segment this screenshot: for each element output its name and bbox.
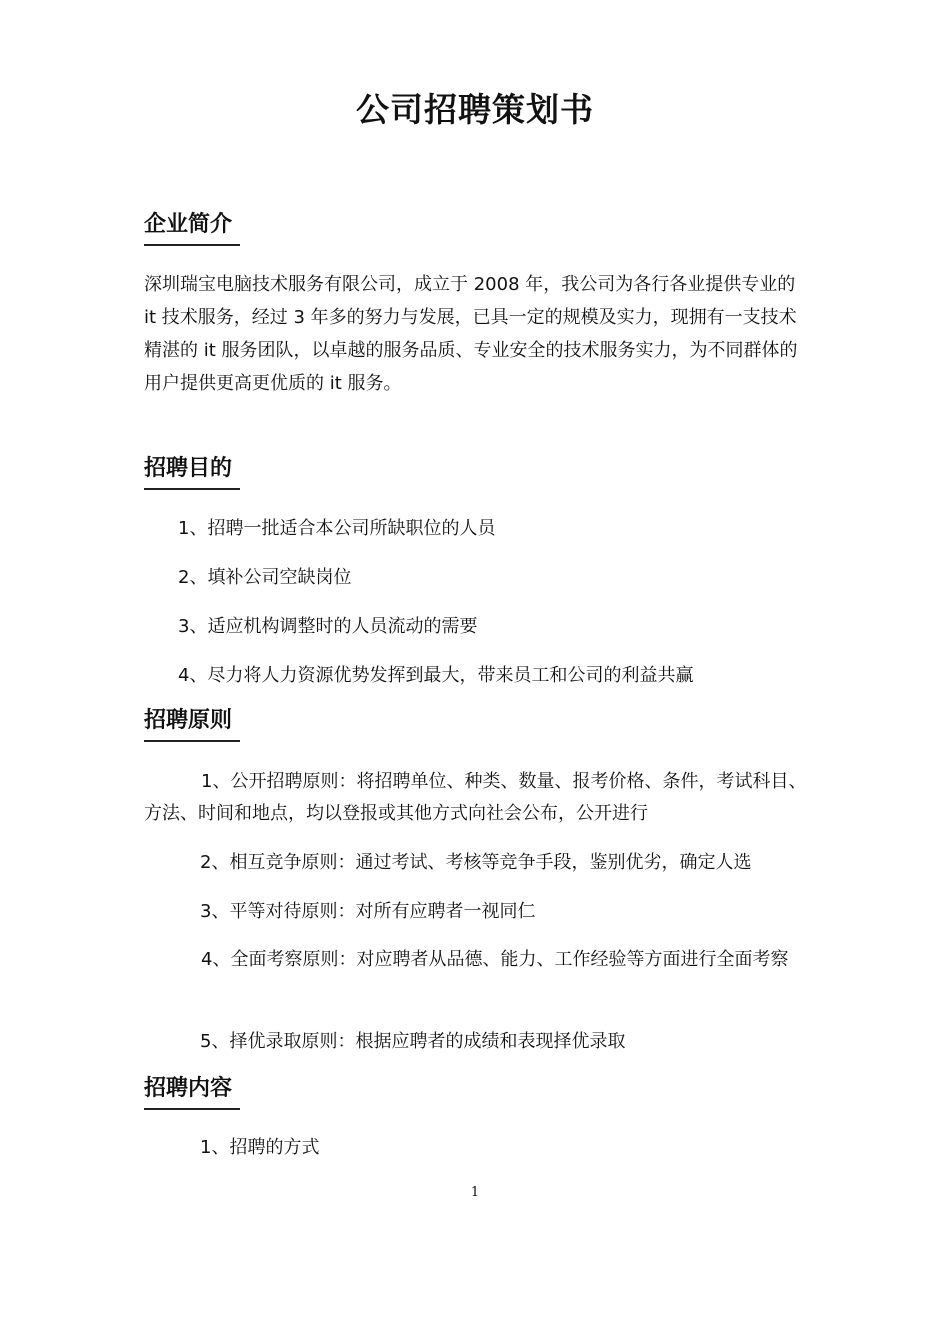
content-item: 1、招聘的方式	[200, 1137, 320, 1158]
document-title: 公司招聘策划书	[356, 90, 594, 129]
section-heading-principles: 招聘原则	[144, 706, 240, 742]
section-heading-purpose: 招聘目的	[144, 454, 240, 490]
purpose-item: 4、尽力将人力资源优势发挥到最大，带来员工和公司的利益共赢	[178, 665, 694, 686]
page-number: 1	[470, 1185, 480, 1200]
principle-item: 4、全面考察原则：对应聘者从品德、能力、工作经验等方面进行全面考察	[201, 949, 789, 970]
section-heading-content: 招聘内容	[144, 1074, 240, 1110]
principle-item: 5、择优录取原则：根据应聘者的成绩和表现择优录取	[200, 1031, 626, 1052]
purpose-item: 2、填补公司空缺岗位	[178, 567, 352, 588]
principle-item: 1、公开招聘原则：将招聘单位、种类、数量、报考价格、条件，考试科目、方法、时间和地点，均以登报或其他方式向社会公布，公开进行	[144, 771, 807, 824]
purpose-item: 3、适应机构调整时的人员流动的需要	[178, 616, 478, 637]
intro-paragraph: 深圳瑞宝电脑技术服务有限公司，成立于 2008 年，我公司为各行各业提供专业的 it 技术服务，经过 3 年多的努力与发展，已具一定的规模及实力，现拥有一支技术精湛的 it 服务团队，以卓越的服务品质、专业安全的技术服务实力，为不同群体的用户提供更高更优质的 it 服务。	[144, 274, 798, 394]
section-heading-intro: 企业简介	[144, 210, 240, 246]
purpose-item: 1、招聘一批适合本公司所缺职位的人员	[178, 518, 496, 539]
principle-item: 3、平等对待原则：对所有应聘者一视同仁	[200, 901, 536, 922]
principle-item: 2、相互竞争原则：通过考试、考核等竞争手段，鉴别优劣，确定人选	[200, 852, 752, 873]
